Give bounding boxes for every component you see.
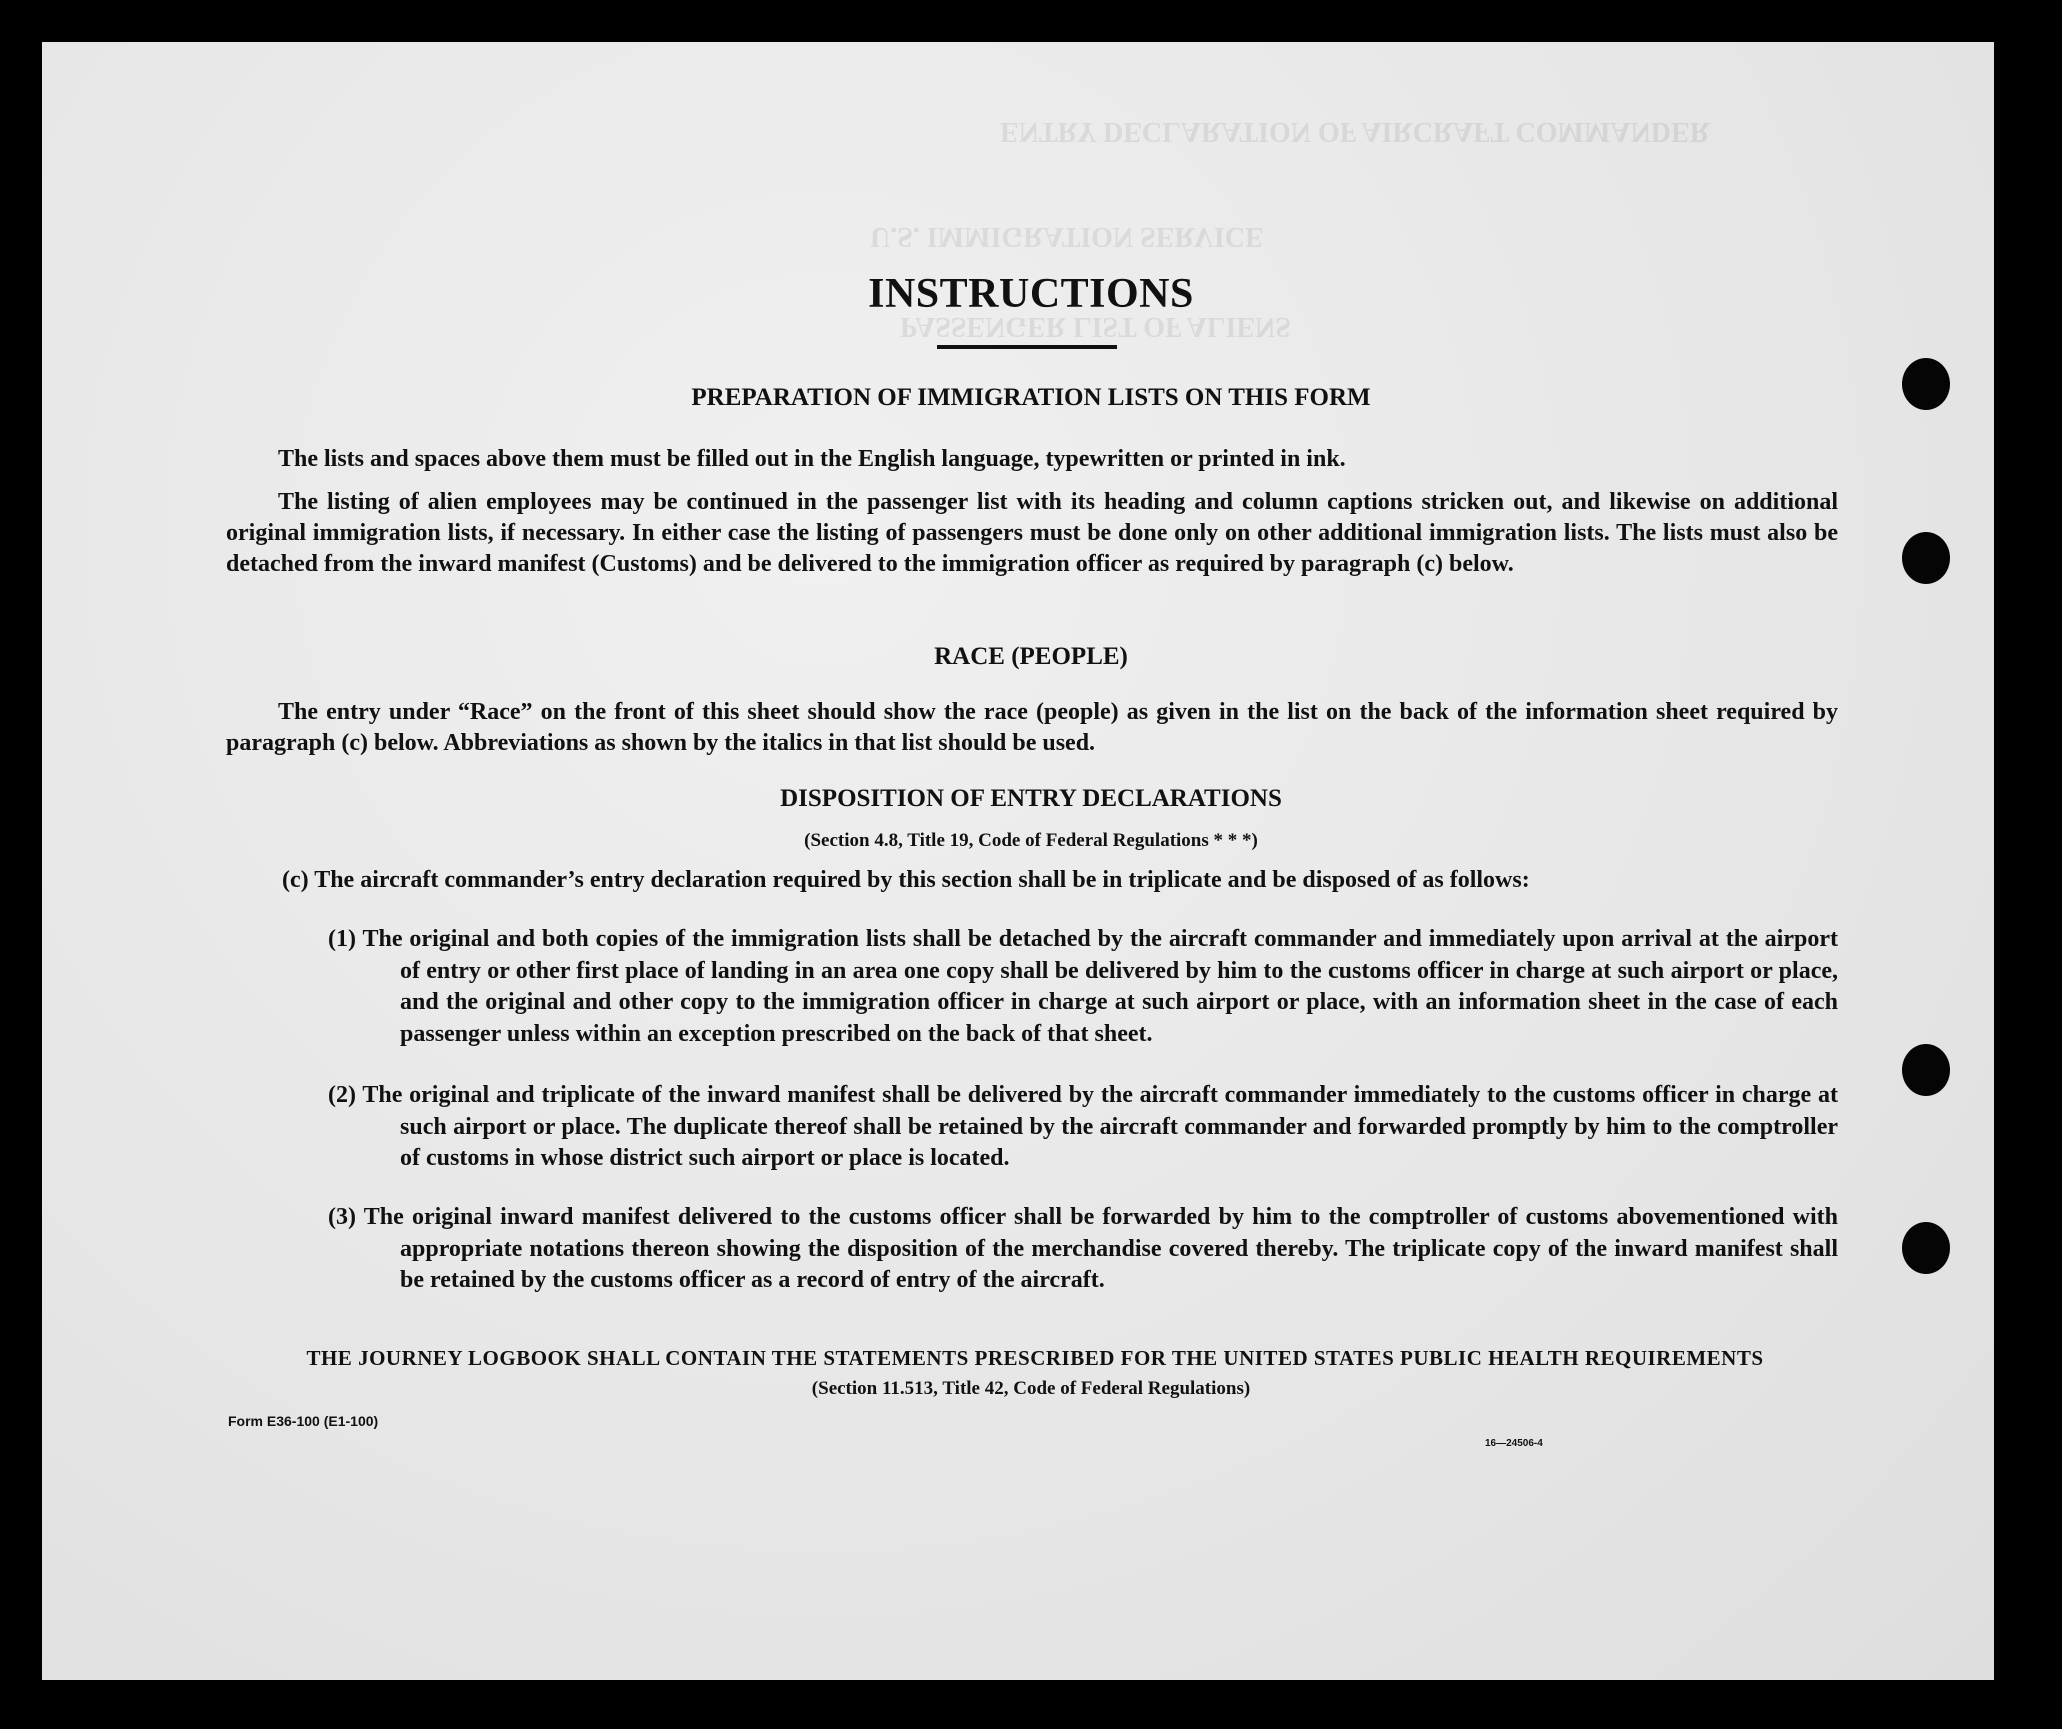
disposition-item-1: (1) The original and both copies of the immigration lists shall be detached by the aircraft commander and immediately upon arrival at the airport of entry or other first place of landing in an area one copy shall be delivered by him to the customs officer in charge at such airport or place, and the original and other copy to the immigration officer in charge at such airport or place, with an information sheet in the case of each passenger unless within an exception prescribed on the back of that sheet. — [328, 926, 1838, 1047]
punch-hole — [1902, 1044, 1950, 1096]
disposition-intro: (c) The aircraft commander’s entry declaration required by this section shall be in triplicate and be disposed of as follows: — [282, 867, 1530, 893]
bleed-through-text: PASSENGER LIST OF ALIENS — [900, 311, 1291, 342]
punch-hole — [1902, 532, 1950, 584]
disposition-item-3: (3) The original inward manifest delivered to the customs officer shall be forwarded by him to the comptroller of customs abovementioned with appropriate notations thereon showing the disposition of the merchandise covered thereby. The triplicate copy of the inward manifest shall be retained by the customs officer as a record of entry of the aircraft. — [328, 1204, 1838, 1293]
disposition-item-2: (2) The original and triplicate of the inward manifest shall be delivered by the aircraft commander immediately to the customs officer in charge at such airport or place. The duplicate thereof shall be retained by the aircraft commander and forwarded promptly by him to the comptroller of customs in whose district such airport or place is located. — [328, 1082, 1838, 1171]
preparation-paragraph-1 — [226, 444, 1838, 475]
preparation-heading: PREPARATION OF IMMIGRATION LISTS ON THIS FORM — [691, 384, 1371, 411]
print-code: 16—24506-4 — [1485, 1438, 1543, 1449]
punch-hole — [1902, 1222, 1950, 1274]
bleed-through-text: ENTRY DECLARATION OF AIRCRAFT COMMANDER — [1000, 116, 1710, 147]
health-citation: (Section 11.513, Title 42, Code of Federal Regulations) — [811, 1378, 1251, 1399]
race-text: The entry under “Race” on the front of this sheet should show the race (people) as given in the list on the back of the information sheet required by paragraph (c) below. Abbreviations as shown by the italics in that list should be used. — [226, 699, 1838, 756]
disposition-citation: (Section 4.8, Title 19, Code of Federal Regulations * * *) — [804, 830, 1258, 851]
title-underline — [937, 345, 1117, 349]
preparation-text-2: The listing of alien employees may be continued in the passenger list with its heading and column captions stricken out, and likewise on additional original immigration lists, if necessary. In either case the listing of passengers must be done only on other additional immigration lists. The lists must also be detached from the inward manifest (Customs) and be delivered to the immigration officer as required by paragraph (c) below. — [226, 489, 1838, 577]
page-title: INSTRUCTIONS — [868, 271, 1194, 317]
preparation-paragraph-2 — [226, 487, 1838, 580]
bleed-through-text: U.S. IMMIGRATION SERVICE — [870, 221, 1264, 252]
race-heading: RACE (PEOPLE) — [934, 643, 1128, 670]
preparation-text-1: The lists and spaces above them must be filled out in the English language, typewritten or printed in ink. — [278, 446, 1346, 472]
form-number: Form E36-100 (E1-100) — [228, 1413, 379, 1429]
race-paragraph — [226, 697, 1838, 759]
disposition-heading: DISPOSITION OF ENTRY DECLARATIONS — [780, 785, 1282, 812]
health-statement: THE JOURNEY LOGBOOK SHALL CONTAIN THE STATEMENTS PRESCRIBED FOR THE UNITED STATES PUBLIC HEALTH REQUIREMENTS — [306, 1346, 1764, 1370]
